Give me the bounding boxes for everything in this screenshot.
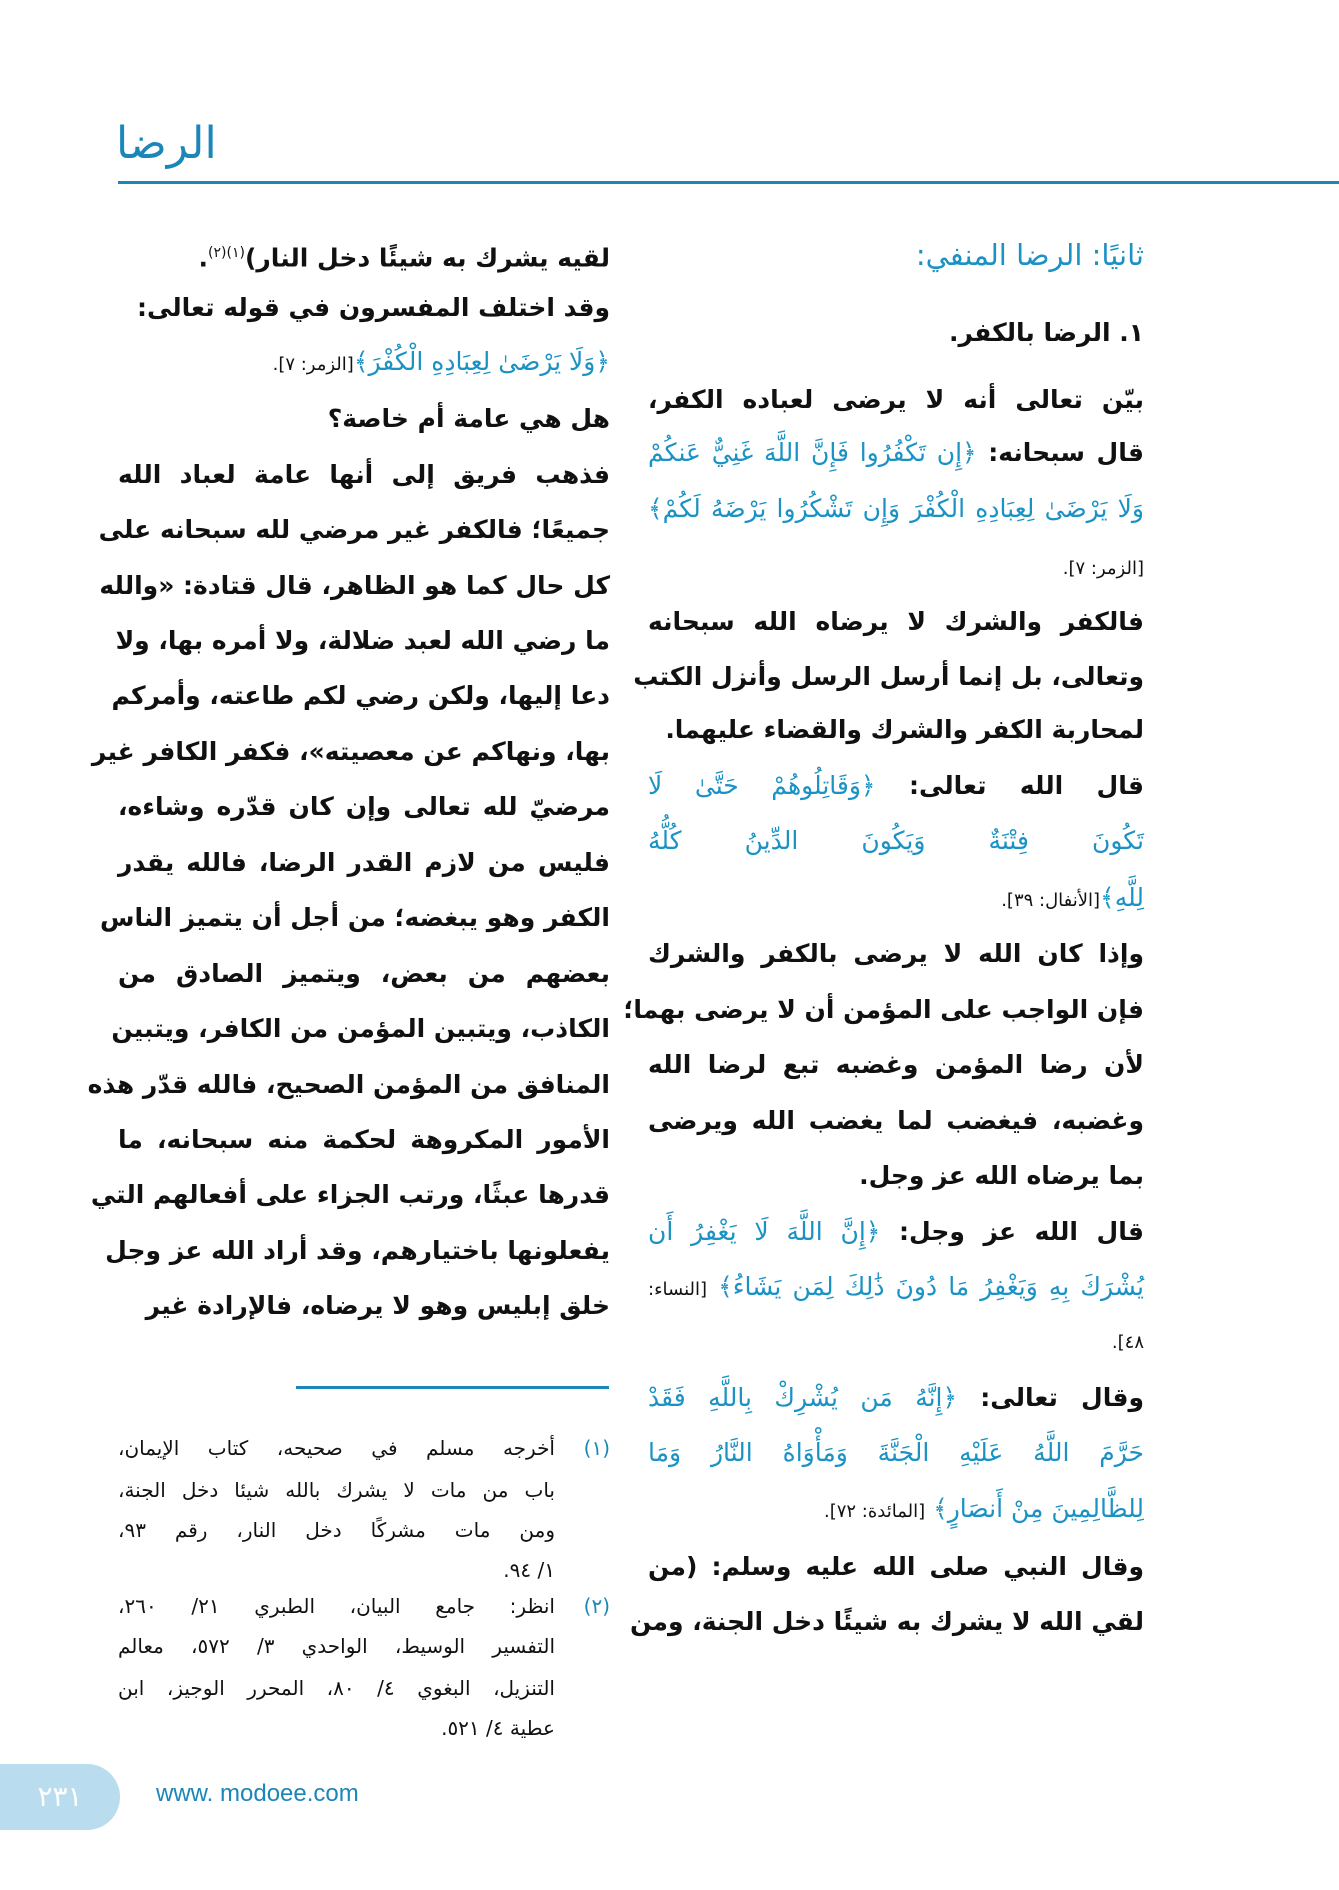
- text-segment: فليس من لازم القدر الرضا، فالله يقدر: [118, 847, 610, 877]
- text-segment: ١. الرضا بالكفر.: [949, 317, 1144, 347]
- text-segment: قال سبحانه:: [976, 438, 1144, 468]
- text-line: [90, 1169, 610, 1221]
- text-segment: بما يرضاه الله عز وجل.: [859, 1161, 1144, 1191]
- quran-verse: يُشْرَكَ بِهِ وَيَغْفِرُ مَا دُونَ ذَٰلِكَ لِمَن يَشَاءُ﴾: [707, 1271, 1144, 1301]
- text-line: [118, 393, 610, 445]
- text-segment: جميعًا؛ فالكفر غير مرضي لله سبحانه على: [98, 515, 610, 545]
- text-segment: بيّن تعالى أنه لا يرضى لعباده الكفر،: [648, 385, 1144, 415]
- quran-verse: ﴿إِن تَكْفُرُوا فَإِنَّ اللَّهَ غَنِيٌّ عَنكُمْ: [648, 438, 977, 468]
- text-segment: بها، ونهاكم عن معصيته»، فكفر الكافر غير: [91, 736, 610, 766]
- text-segment: فالكفر والشرك لا يرضاه الله سبحانه: [648, 606, 1144, 636]
- text-line: [118, 1114, 610, 1166]
- text-line: [118, 781, 610, 833]
- text-segment: فذهب فريق إلى أنها عامة لعباد الله: [118, 459, 610, 489]
- text-line: [648, 307, 1144, 359]
- text-segment: وإذا كان الله لا يرضى بالكفر والشرك: [648, 939, 1144, 969]
- text-segment: قال الله عز وجل:: [880, 1216, 1144, 1246]
- footnote-text: ١/ ٩٤.: [503, 1558, 555, 1582]
- text-line: [648, 1314, 1144, 1366]
- text-line: [99, 560, 610, 612]
- footnote-line: [118, 1626, 610, 1666]
- text-line: [111, 670, 610, 722]
- text-segment: وقد اختلف المفسرون في قوله تعالى:: [136, 293, 610, 323]
- text-line: [648, 1541, 1144, 1593]
- text-line: [648, 374, 1144, 426]
- text-segment: بعضهم من بعض، ويتميز الصادق من: [118, 958, 610, 988]
- quran-verse: ﴿وَقَاتِلُوهُمْ حَتَّىٰ لَا: [648, 770, 876, 800]
- text-line: [648, 1372, 1144, 1424]
- footnote-line: [118, 1668, 610, 1708]
- text-line: [118, 449, 610, 501]
- text-line: [648, 540, 1144, 592]
- footnote-text: ومن مات مشركًا دخل النار، رقم ٩٣،: [118, 1518, 555, 1542]
- verse-reference: [المائدة: ٧٢].: [823, 1500, 926, 1522]
- text-line: [118, 1280, 610, 1332]
- quran-verse: لِلظَّالِمِينَ مِنْ أَنصَارٍ﴾: [925, 1493, 1144, 1523]
- text-segment: وغضبه، فيغضب لما يغضب الله ويرضى: [648, 1105, 1144, 1135]
- text-line: [91, 726, 610, 778]
- text-line: [648, 760, 1144, 812]
- text-line: [118, 948, 610, 1000]
- text-line: [648, 1483, 1144, 1535]
- text-line: [111, 1003, 610, 1055]
- text-segment: قال الله تعالى:: [875, 770, 1145, 800]
- text-line: [648, 483, 1144, 535]
- quran-verse: ﴿إِنَّهُ مَن يُشْرِكْ بِاللَّهِ فَقَدْ: [648, 1382, 958, 1412]
- section-heading: ثانيًا: الرضا المنفي:: [915, 238, 1144, 273]
- text-line: [648, 1095, 1144, 1147]
- text-segment: ما رضي الله لعبد ضلالة، ولا أمره بها، ولا: [115, 626, 610, 656]
- text-line: [630, 1596, 1144, 1648]
- text-line: [118, 837, 610, 889]
- text-line: [648, 427, 1144, 479]
- text-line: [648, 1039, 1144, 1091]
- text-line: [118, 282, 610, 334]
- text-line: [87, 1059, 610, 1111]
- footnote-text: أخرجه مسلم في صحيحه، كتاب الإيمان،: [118, 1436, 555, 1460]
- website-link[interactable]: www. modoee.com: [156, 1780, 359, 1807]
- text-line: [648, 229, 1144, 281]
- text-segment: لقي الله لا يشرك به شيئًا دخل الجنة، ومن: [630, 1606, 1144, 1636]
- footnote-text: عطية ٤/ ٥٢١.: [441, 1716, 555, 1740]
- text-line: [100, 892, 610, 944]
- text-line: [648, 872, 1144, 924]
- text-segment: يفعلونها باختيارهم، وقد أراد الله عز وجل: [105, 1235, 610, 1265]
- footnote-text: انظر: جامع البيان، الطبري ٢١/ ٢٦٠،: [118, 1594, 555, 1618]
- quran-verse: تَكُونَ فِتْنَةٌ وَيَكُونَ الدِّينُ كُلُّهُ: [648, 826, 1144, 856]
- header-rule: [118, 181, 1339, 184]
- footnote-line: [118, 1428, 610, 1468]
- footnote-number: (١): [583, 1436, 610, 1460]
- text-line: [648, 1261, 1144, 1313]
- chapter-title: الرضا: [116, 118, 217, 169]
- text-line: [115, 615, 610, 667]
- quran-verse: ﴿وَلَا يَرْضَىٰ لِعِبَادِهِ الْكُفْرَ﴾: [353, 346, 610, 376]
- verse-reference: [الزمر: ٧].: [1062, 558, 1144, 580]
- verse-reference: [الأنفال: ٣٩].: [1001, 889, 1101, 911]
- footnote-rule: [296, 1386, 609, 1389]
- text-segment: فإن الواجب على المؤمن أن لا يرضى بهما؛: [623, 994, 1144, 1024]
- verse-reference: ٤٨].: [1111, 1331, 1144, 1353]
- text-segment: خلق إبليس وهو لا يرضاه، فالإرادة غير: [145, 1291, 610, 1321]
- text-segment: الكاذب، ويتبين المؤمن من الكافر، ويتبين: [111, 1014, 610, 1044]
- text-segment: كل حال كما هو الظاهر، قال قتادة: «والله: [99, 570, 610, 600]
- text-line: [648, 704, 1144, 756]
- quran-verse: ﴿إِنَّ اللَّهَ لَا يَغْفِرُ أَن: [648, 1216, 881, 1246]
- text-segment: قدرها عبثًا، ورتب الجزاء على أفعالهم التي: [90, 1180, 610, 1210]
- text-line: [98, 504, 610, 556]
- text-line: [118, 336, 610, 388]
- footnote-text: باب من مات لا يشرك بالله شيئا دخل الجنة،: [118, 1478, 555, 1502]
- text-line: [648, 1150, 1144, 1202]
- footnote-line: [118, 1470, 610, 1510]
- text-segment: وقال تعالى:: [957, 1382, 1144, 1412]
- quran-verse: وَلَا يَرْضَىٰ لِعِبَادِهِ الْكُفْرَ وَإِن تَشْكُرُوا يَرْضَهُ لَكُمْ﴾: [648, 493, 1144, 523]
- text-segment: الأمور المكروهة لحكمة منه سبحانه، ما: [118, 1124, 610, 1154]
- footnote-number: (٢): [583, 1594, 610, 1618]
- text-line: [633, 651, 1144, 703]
- text-line: [105, 1225, 610, 1277]
- quran-verse: لِلَّهِ﴾: [1100, 882, 1144, 912]
- text-segment: مرضيّ لله تعالى وإن كان قدّره وشاءه،: [118, 792, 610, 822]
- text-segment: المنافق من المؤمن الصحيح، فالله قدّر هذه: [87, 1069, 610, 1099]
- text-segment: وقال النبي صلى الله عليه وسلم: (من: [648, 1551, 1144, 1581]
- footnote-line: [118, 1708, 610, 1748]
- text-segment: .: [198, 243, 209, 273]
- text-line: [118, 227, 610, 279]
- page-number: ٢٣١: [0, 1764, 120, 1830]
- verse-reference: [النساء:: [648, 1278, 708, 1300]
- footnote-line: [118, 1510, 610, 1550]
- footnote-line: [118, 1550, 610, 1590]
- footnote-text: التفسير الوسيط، الواحدي ٣/ ٥٧٢، معالم: [118, 1634, 555, 1658]
- verse-reference: [الزمر: ٧].: [272, 353, 354, 375]
- text-line: [648, 596, 1144, 648]
- text-segment: دعا إليها، ولكن رضي لكم طاعته، وأمركم: [111, 681, 610, 711]
- text-line: [648, 928, 1144, 980]
- text-segment: وتعالى، بل إنما أرسل الرسل وأنزل الكتب: [633, 662, 1144, 692]
- text-line: [648, 1427, 1144, 1479]
- text-segment: هل هي عامة أم خاصة؟: [327, 404, 610, 434]
- footnote-marker: (١)(٢): [208, 245, 245, 262]
- text-line: [623, 984, 1144, 1036]
- text-segment: لقيه يشرك به شيئًا دخل النار): [244, 243, 610, 273]
- text-segment: الكفر وهو يبغضه؛ من أجل أن يتميز الناس: [100, 903, 610, 933]
- quran-verse: حَرَّمَ اللَّهُ عَلَيْهِ الْجَنَّةَ وَمَأْوَاهُ النَّارُ وَمَا: [648, 1438, 1144, 1468]
- text-line: [648, 815, 1144, 867]
- text-segment: لأن رضا المؤمن وغضبه تبع لرضا الله: [648, 1050, 1144, 1080]
- text-segment: لمحاربة الكفر والشرك والقضاء عليهما.: [665, 715, 1144, 745]
- text-line: [648, 1206, 1144, 1258]
- footnote-text: التنزيل، البغوي ٤/ ٨٠، المحرر الوجيز، ابن: [118, 1676, 555, 1700]
- footnote-line: [118, 1586, 610, 1626]
